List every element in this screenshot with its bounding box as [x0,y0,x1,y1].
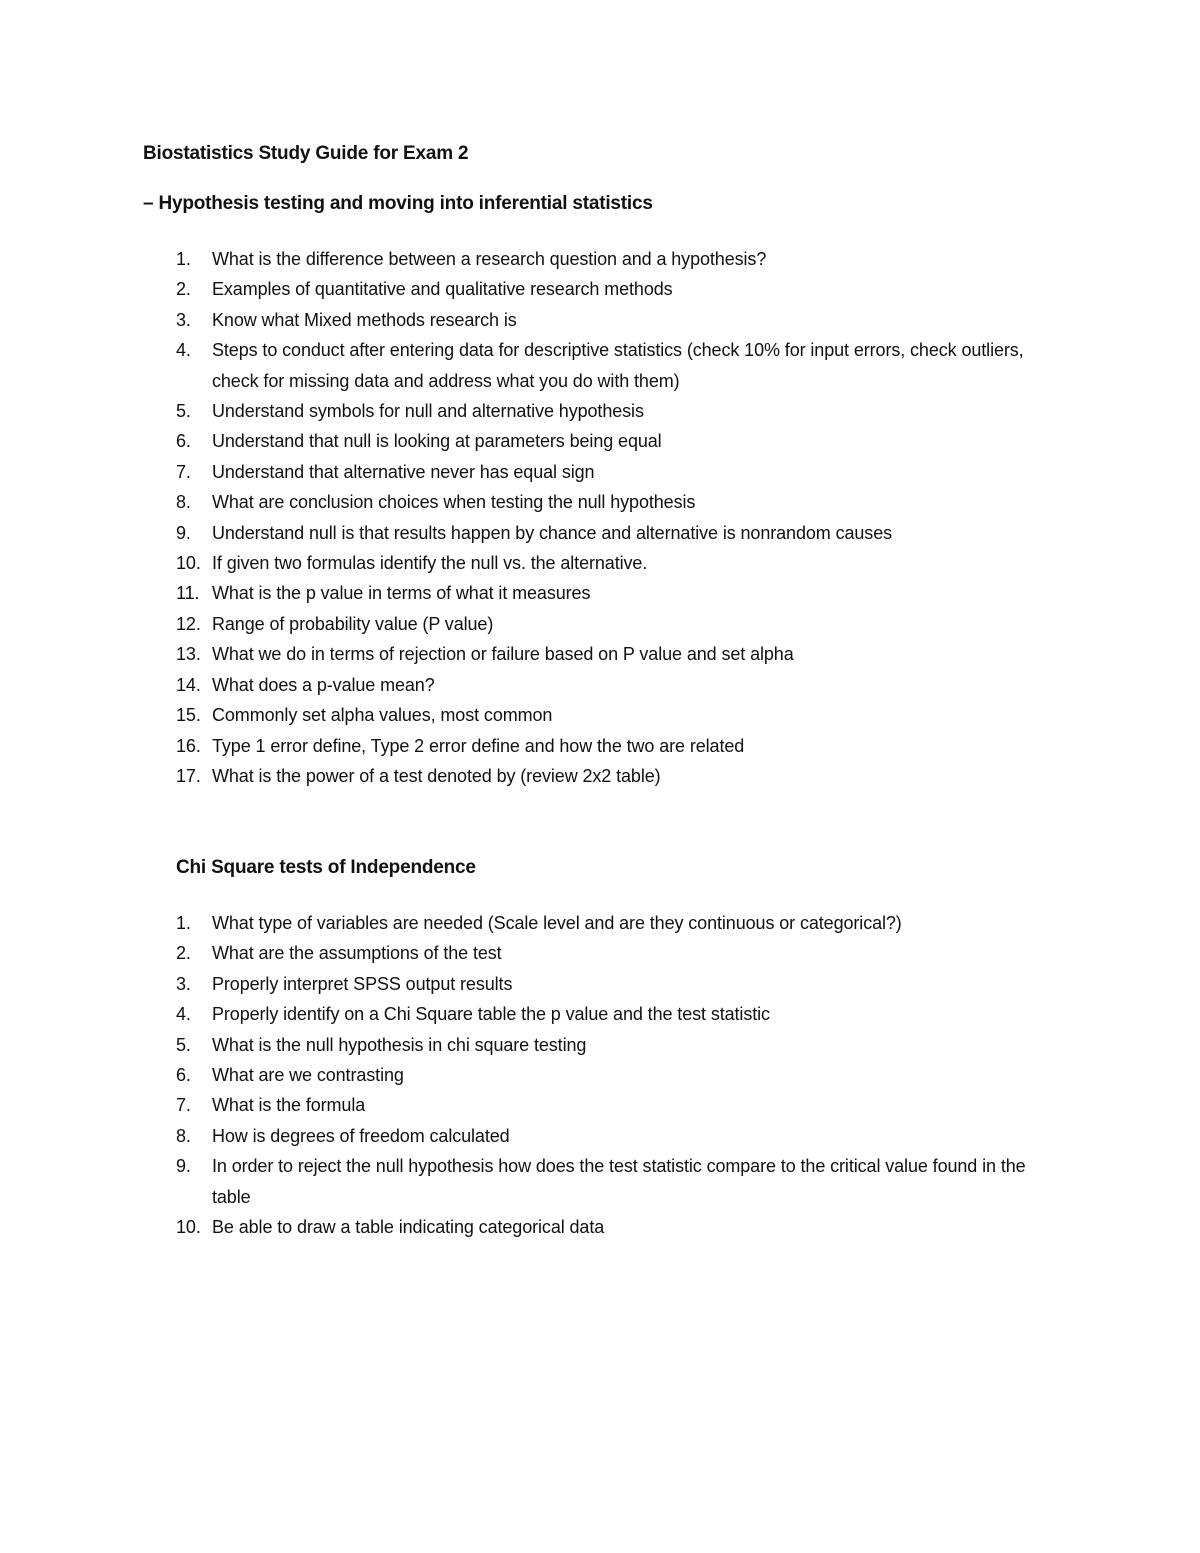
list-item [0,731,1200,761]
list-item [0,487,1200,517]
list-item-text: What are we contrasting [212,1065,404,1086]
list-item-number: 4. [176,340,191,361]
list-item-text: How is degrees of freedom calculated [212,1125,510,1146]
list-item [0,244,1200,274]
list-item [0,761,1200,791]
list-item-text: Properly identify on a Chi Square table the p value and the test statistic [212,1004,770,1025]
list-item-number: 6. [176,1065,191,1086]
list-item-text: Type 1 error define, Type 2 error define and how the two are related [212,735,745,756]
list-item-number: 14. [176,674,201,695]
list-item-text: Be able to draw a table indicating categorical data [212,1217,605,1238]
list-item-number: 7. [176,1095,191,1116]
list-item [0,670,1200,700]
list-item [0,938,1200,968]
list-item-number: 3. [176,973,191,994]
list-item-text: Commonly set alpha values, most common [212,705,553,726]
list-item-text: Understand that alternative never has equal sign [212,461,595,482]
list-item [0,305,1200,335]
section-heading-chi-square: Chi Square tests of Independence [176,857,476,878]
list-item-number: 15. [176,705,201,726]
list-item-text: What is the formula [212,1095,366,1116]
list-item [0,548,1200,578]
list-item [0,1030,1200,1060]
list-item-number: 4. [176,1004,191,1025]
list-item-number: 7. [176,461,191,482]
list-item [0,518,1200,548]
list-item-number: 9. [176,522,191,543]
chi-square-question-list [0,908,1200,1242]
list-item [0,1060,1200,1090]
list-item-number: 8. [176,1125,191,1146]
list-item-text: What is the p value in terms of what it measures [212,583,591,604]
list-item-text: Properly interpret SPSS output results [212,973,513,994]
list-item-number: 5. [176,401,191,422]
list-item-number: 10. [176,1217,201,1238]
list-item-number: 1. [176,249,191,269]
section-heading-hypothesis-testing: – Hypothesis testing and moving into inferential statistics [143,193,653,214]
list-item [0,969,1200,999]
list-item [0,700,1200,730]
list-item-text: Steps to conduct after entering data for descriptive statistics (check 10% for input errors, check outliers, check for missing data and address what you do with them) [212,340,1024,391]
list-item-text: If given two formulas identify the null vs. the alternative. [212,553,648,574]
list-item-text: In order to reject the null hypothesis how does the test statistic compare to the critical value found in the table [212,1156,1026,1207]
list-item [0,908,1200,938]
list-item-text: What are conclusion choices when testing the null hypothesis [212,492,696,513]
list-item [0,999,1200,1029]
list-item-number: 11. [176,583,200,604]
list-item [0,274,1200,304]
list-item-number: 3. [176,309,191,330]
list-item [0,1121,1200,1151]
list-item-text: What we do in terms of rejection or failure based on P value and set alpha [212,644,794,665]
list-item [0,335,1200,396]
list-item-text: Examples of quantitative and qualitative research methods [212,279,673,300]
list-item [0,639,1200,669]
list-item [0,1090,1200,1120]
list-item-number: 13. [176,644,201,665]
list-item-number: 2. [176,943,191,964]
list-item-number: 5. [176,1034,191,1055]
list-item-text: What is the null hypothesis in chi square testing [212,1034,587,1055]
list-item [0,578,1200,608]
list-item [0,426,1200,456]
document-title: Biostatistics Study Guide for Exam 2 [143,143,469,164]
list-item-number: 12. [176,613,201,634]
list-item-text: What are the assumptions of the test [212,943,502,964]
hypothesis-question-list [0,244,1200,791]
list-item [0,457,1200,487]
list-item-text: Know what Mixed methods research is [212,309,517,330]
list-item [0,609,1200,639]
list-item-text: Understand symbols for null and alternative hypothesis [212,401,644,422]
list-item-text: What is the difference between a research question and a hypothesis? [212,249,767,269]
list-item [0,1151,1200,1212]
list-item-text: Range of probability value (P value) [212,613,494,634]
list-item-text: What does a p-value mean? [212,674,435,695]
list-item-number: 8. [176,492,191,513]
list-item-number: 17. [176,765,201,786]
list-item-number: 6. [176,431,191,452]
list-item-text: What is the power of a test denoted by (review 2x2 table) [212,765,661,786]
list-item-text: Understand that null is looking at parameters being equal [212,431,662,452]
list-item-number: 16. [176,735,201,756]
list-item-text: What type of variables are needed (Scale level and are they continuous or categorical?) [212,913,902,933]
list-item-number: 2. [176,279,191,300]
list-item-number: 10. [176,553,201,574]
list-item [0,1212,1200,1242]
list-item-text: Understand null is that results happen by chance and alternative is nonrandom causes [212,522,893,543]
list-item [0,396,1200,426]
list-item-number: 1. [176,913,191,933]
list-item-number: 9. [176,1156,191,1177]
